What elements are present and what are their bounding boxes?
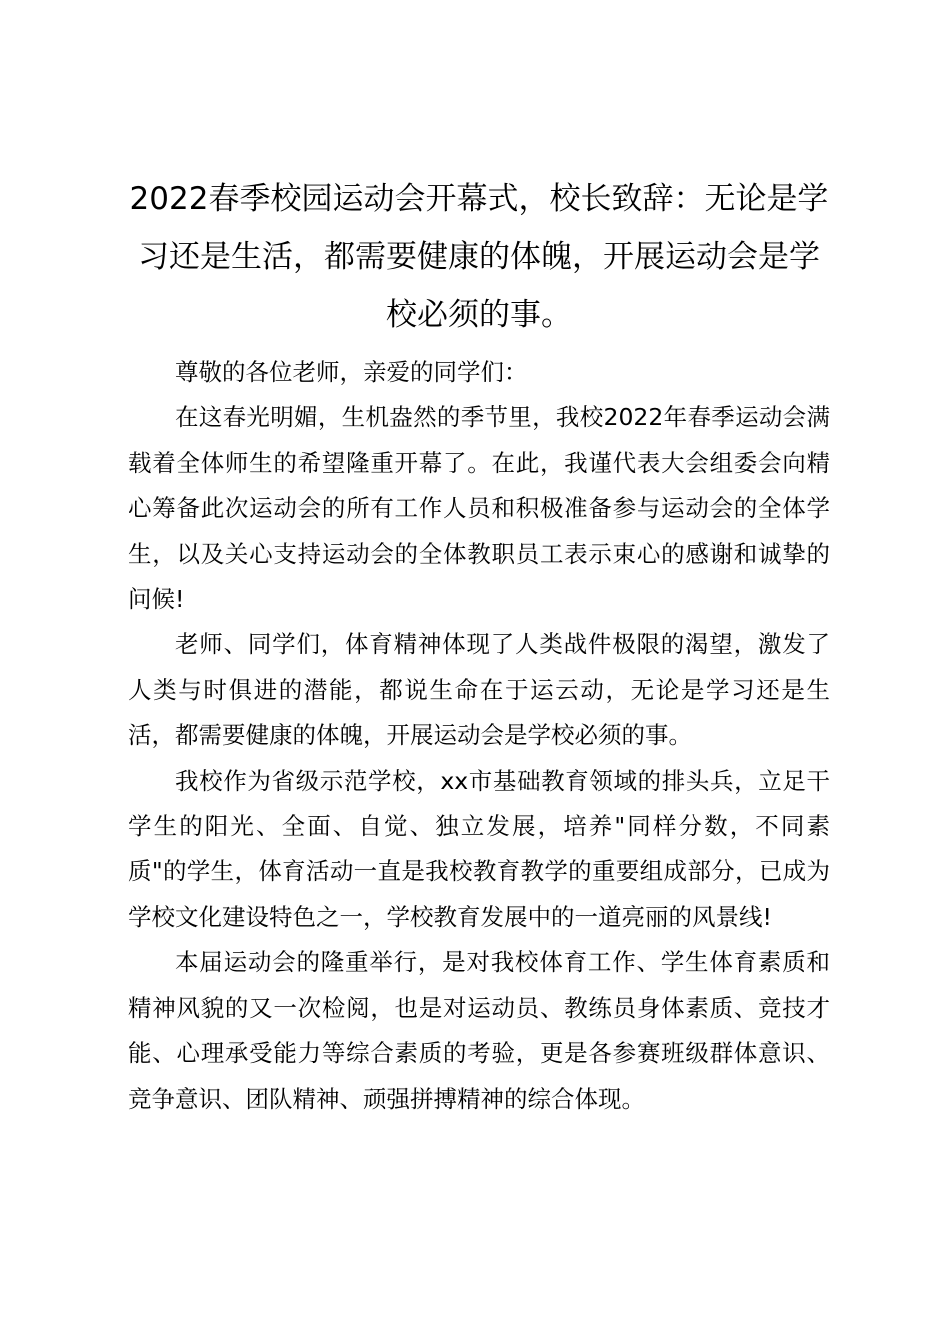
body-paragraph-3: 我校作为省级示范学校，xx市基础教育领域的排头兵，立足干学生的阳光、全面、自觉、独立发展，培养"同样分数，不同素质"的学生，体育活动一直是我校教育教学的重要组成部分，已成为学校文化建设特色之一，学校教育发展中的一道亮丽的风景线!	[128, 766, 830, 931]
body-paragraph-1: 在这春光明媚，生机盎然的季节里，我校2022年春季运动会满载着全体师生的希望隆重开幕了。在此，我谨代表大会组委会向精心筹备此次运动会的所有工作人员和积极准备参与运动会的全体学生，以及关心支持运动会的全体教职员工表示束心的感谢和诚挚的问候!	[128, 403, 830, 614]
body-paragraph-2: 老师、同学们，体育精神体现了人类战件极限的渴望，激发了人类与时俱进的潜能，都说生命在于运云动，无论是学习还是生活，都需要健康的体魄，开展运动会是学校必须的事。	[128, 630, 830, 750]
body-paragraph-4: 本届运动会的隆重举行，是对我校体育工作、学生体育素质和精神风貌的又一次检阅，也是对运动员、教练员身体素质、竞技才能、心理承受能力等综合素质的考验，更是各参赛班级群体意识、竞争意识、团队精神、顽强拼搏精神的综合体现。	[128, 948, 830, 1113]
greeting-paragraph: 尊敬的各位老师，亲爱的同学们：	[175, 358, 528, 386]
document-page	[128, 170, 830, 1122]
document-title: 2022春季校园运动会开幕式，校长致辞：无论是学习还是生活，都需要健康的体魄，开展运动会是学校必须的事。	[129, 181, 829, 333]
